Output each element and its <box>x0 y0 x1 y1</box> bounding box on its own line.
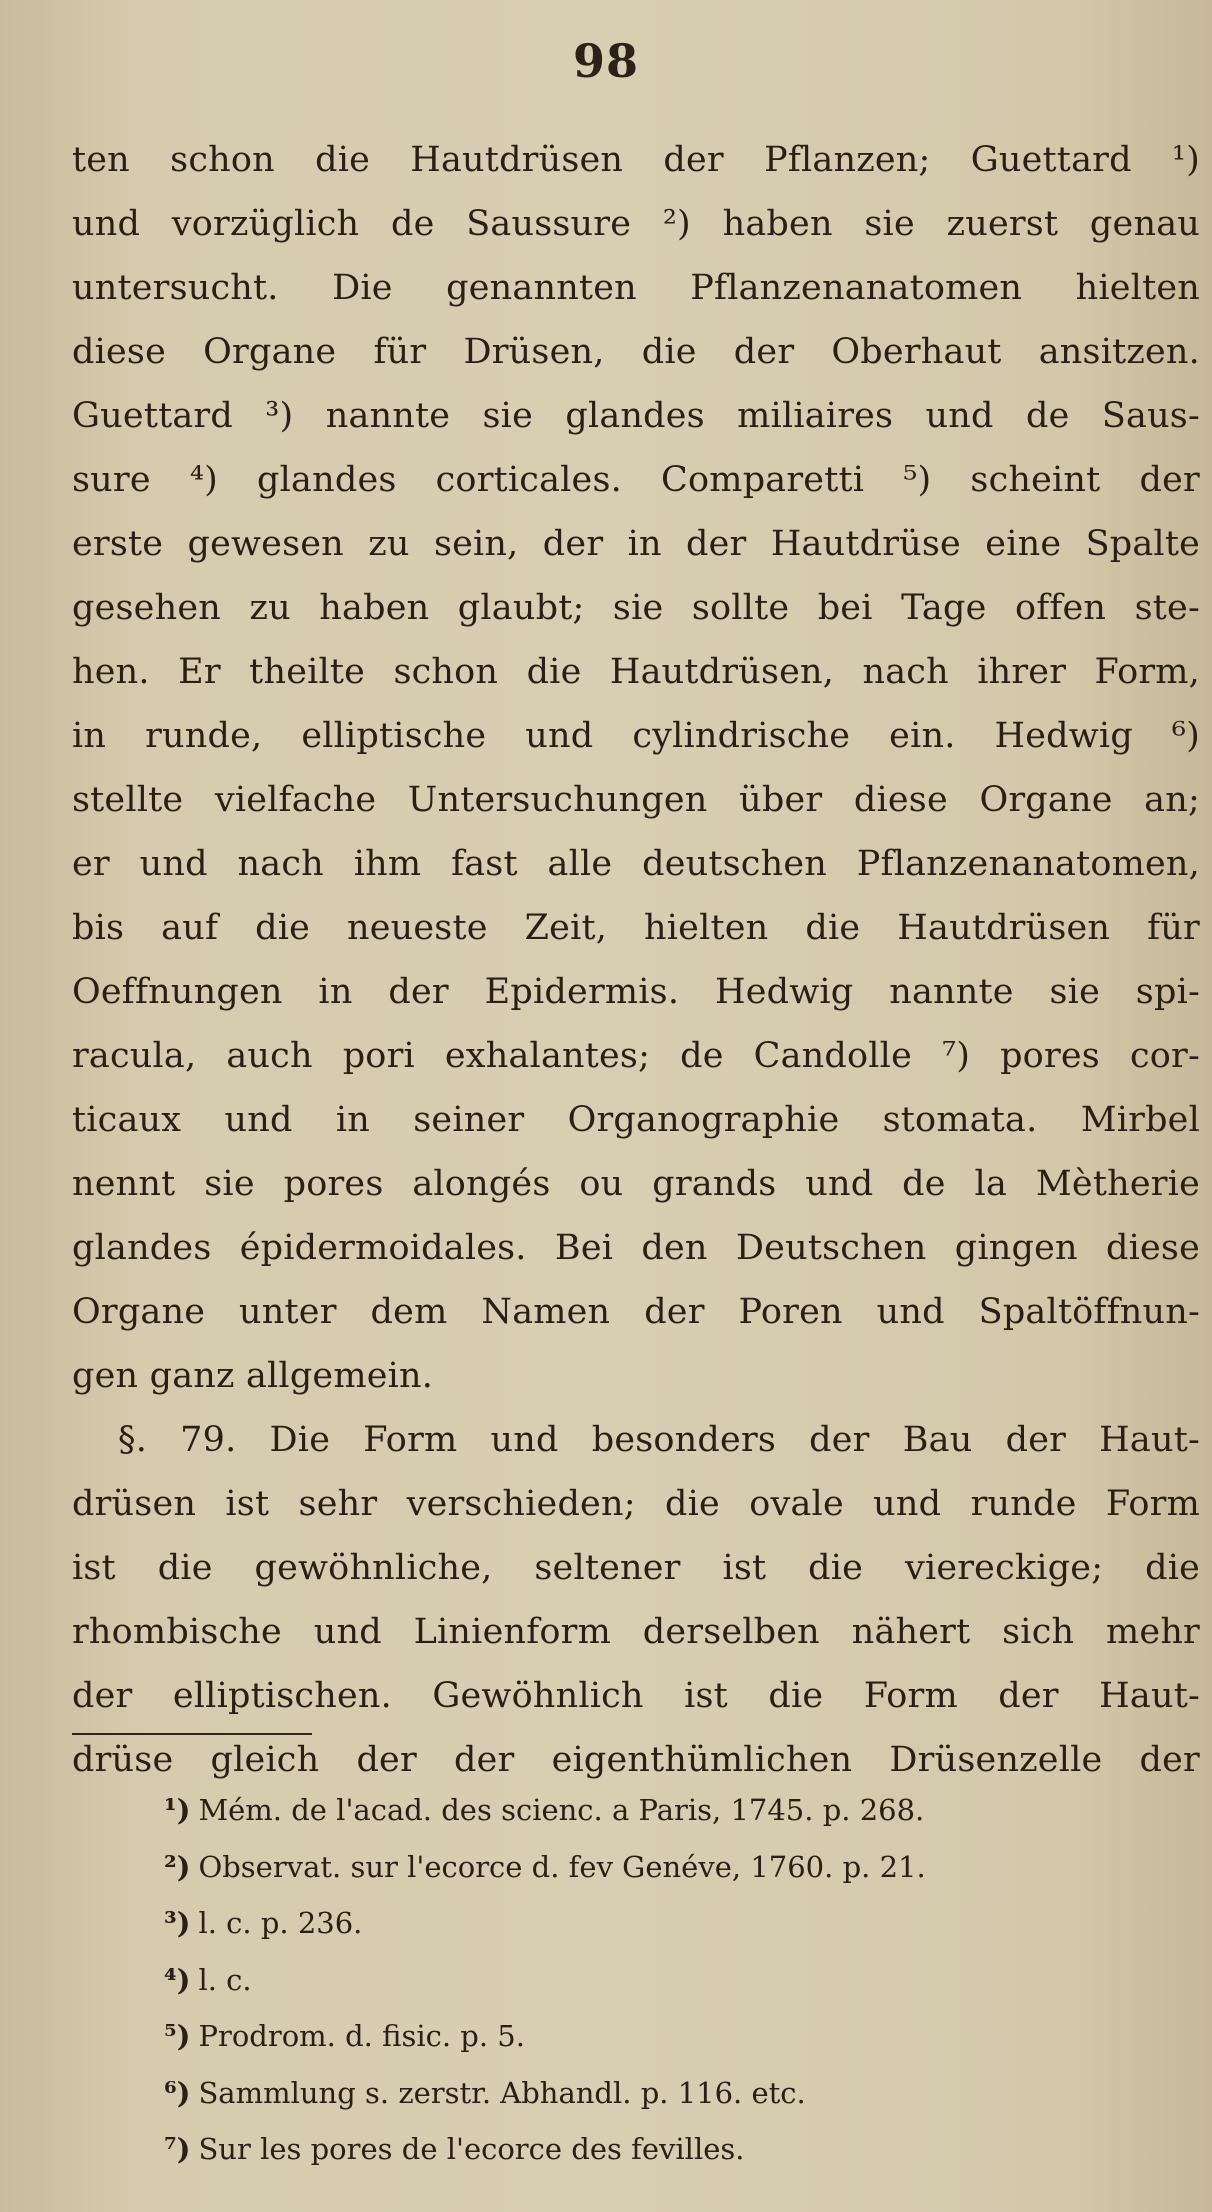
footnote-text: Sammlung s. zerstr. Abhandl. p. 116. etc. <box>198 2075 806 2110</box>
footnote <box>164 1839 1164 1896</box>
footnote-marker: ⁴) <box>164 1962 191 1997</box>
text-line: racula, auch pori exhalantes; de Candolle ⁷) pores cor- <box>72 1036 1200 1076</box>
text-line: erste gewesen zu sein, der in der Hautdrüse eine Spalte <box>72 524 1200 564</box>
text-line: diese Organe für Drüsen, die der Oberhaut ansitzen. <box>72 332 1200 372</box>
footnote-text: l. c. p. 236. <box>198 1906 363 1940</box>
footnote-marker: ⁵) <box>164 2019 191 2053</box>
text-line: sure ⁴) glandes corticales. Comparetti ⁵) scheint der <box>72 460 1200 500</box>
text-line: gen ganz allgemein. <box>72 1356 434 1396</box>
footnote-text: l. c. <box>198 1962 252 1997</box>
footnote <box>164 1895 1164 1952</box>
text-line: Oeffnungen in der Epidermis. Hedwig nannte sie spi- <box>72 972 1200 1012</box>
text-line: und vorzüglich de Saussure ²) haben sie zuerst genau <box>72 204 1200 244</box>
text-line: Guettard ³) nannte sie glandes miliaires und de Saus- <box>72 396 1200 436</box>
text-line: untersucht. Die genannten Pflanzenanatomen hielten <box>72 268 1200 308</box>
text-line: Organe unter dem Namen der Poren und Spaltöffnun- <box>72 1292 1200 1332</box>
footnote <box>164 2065 1164 2122</box>
footnote <box>164 1952 1164 2009</box>
text-line: hen. Er theilte schon die Hautdrüsen, nach ihrer Form, <box>72 652 1200 692</box>
text-line: nennt sie pores alongés ou grands und de la Mètherie <box>72 1164 1200 1204</box>
footnote-marker: ⁶) <box>164 2075 191 2110</box>
text-line: ten schon die Hautdrüsen der Pflanzen; Guettard ¹) <box>72 140 1200 180</box>
footnote-marker: ²) <box>164 1849 191 1884</box>
text-line: ist die gewöhnliche, seltener ist die viereckige; die <box>72 1548 1200 1588</box>
page-number: 98 <box>572 34 639 88</box>
text-line: ticaux und in seiner Organographie stomata. Mirbel <box>72 1100 1200 1140</box>
footnote-text: Prodrom. d. fisic. p. 5. <box>198 2019 525 2053</box>
text-line: bis auf die neueste Zeit, hielten die Hautdrüsen für <box>72 908 1200 948</box>
footnote-separator <box>72 1733 312 1735</box>
footnote <box>164 2008 1164 2065</box>
footnote-marker: ⁷) <box>164 2132 191 2166</box>
footnote <box>164 2121 1164 2178</box>
text-line: stellte vielfache Untersuchungen über diese Organe an; <box>72 780 1200 820</box>
footnote-text: Mém. de l'acad. des scienc. a Paris, 1745. p. 268. <box>198 1793 925 1827</box>
text-line: der elliptischen. Gewöhnlich ist die Form der Haut- <box>72 1676 1200 1716</box>
text-line: drüsen ist sehr verschieden; die ovale und runde Form <box>72 1484 1200 1524</box>
text-line: gesehen zu haben glaubt; sie sollte bei Tage offen ste- <box>72 588 1200 628</box>
text-line: er und nach ihm fast alle deutschen Pflanzenanatomen, <box>72 844 1200 884</box>
footnote-marker: ³) <box>164 1906 191 1940</box>
text-line: in runde, elliptische und cylindrische ein. Hedwig ⁶) <box>72 716 1200 756</box>
footnote <box>164 1782 1164 1839</box>
section-heading-line: §. 79. Die Form und besonders der Bau der Haut- <box>118 1420 1200 1460</box>
text-line: glandes épidermoidales. Bei den Deutschen gingen diese <box>72 1228 1200 1268</box>
text-line: rhombische und Linienform derselben nähert sich mehr <box>72 1612 1200 1652</box>
body-text <box>72 128 1200 1792</box>
footnote-text: Observat. sur l'ecorce d. fev Genéve, 1760. p. 21. <box>198 1849 926 1884</box>
footnote-marker: ¹) <box>164 1793 191 1827</box>
text-line: drüse gleich der der eigenthümlichen Drüsenzelle der <box>72 1740 1200 1780</box>
footnote-text: Sur les pores de l'ecorce des fevilles. <box>198 2132 745 2166</box>
footnotes <box>164 1782 1164 2178</box>
